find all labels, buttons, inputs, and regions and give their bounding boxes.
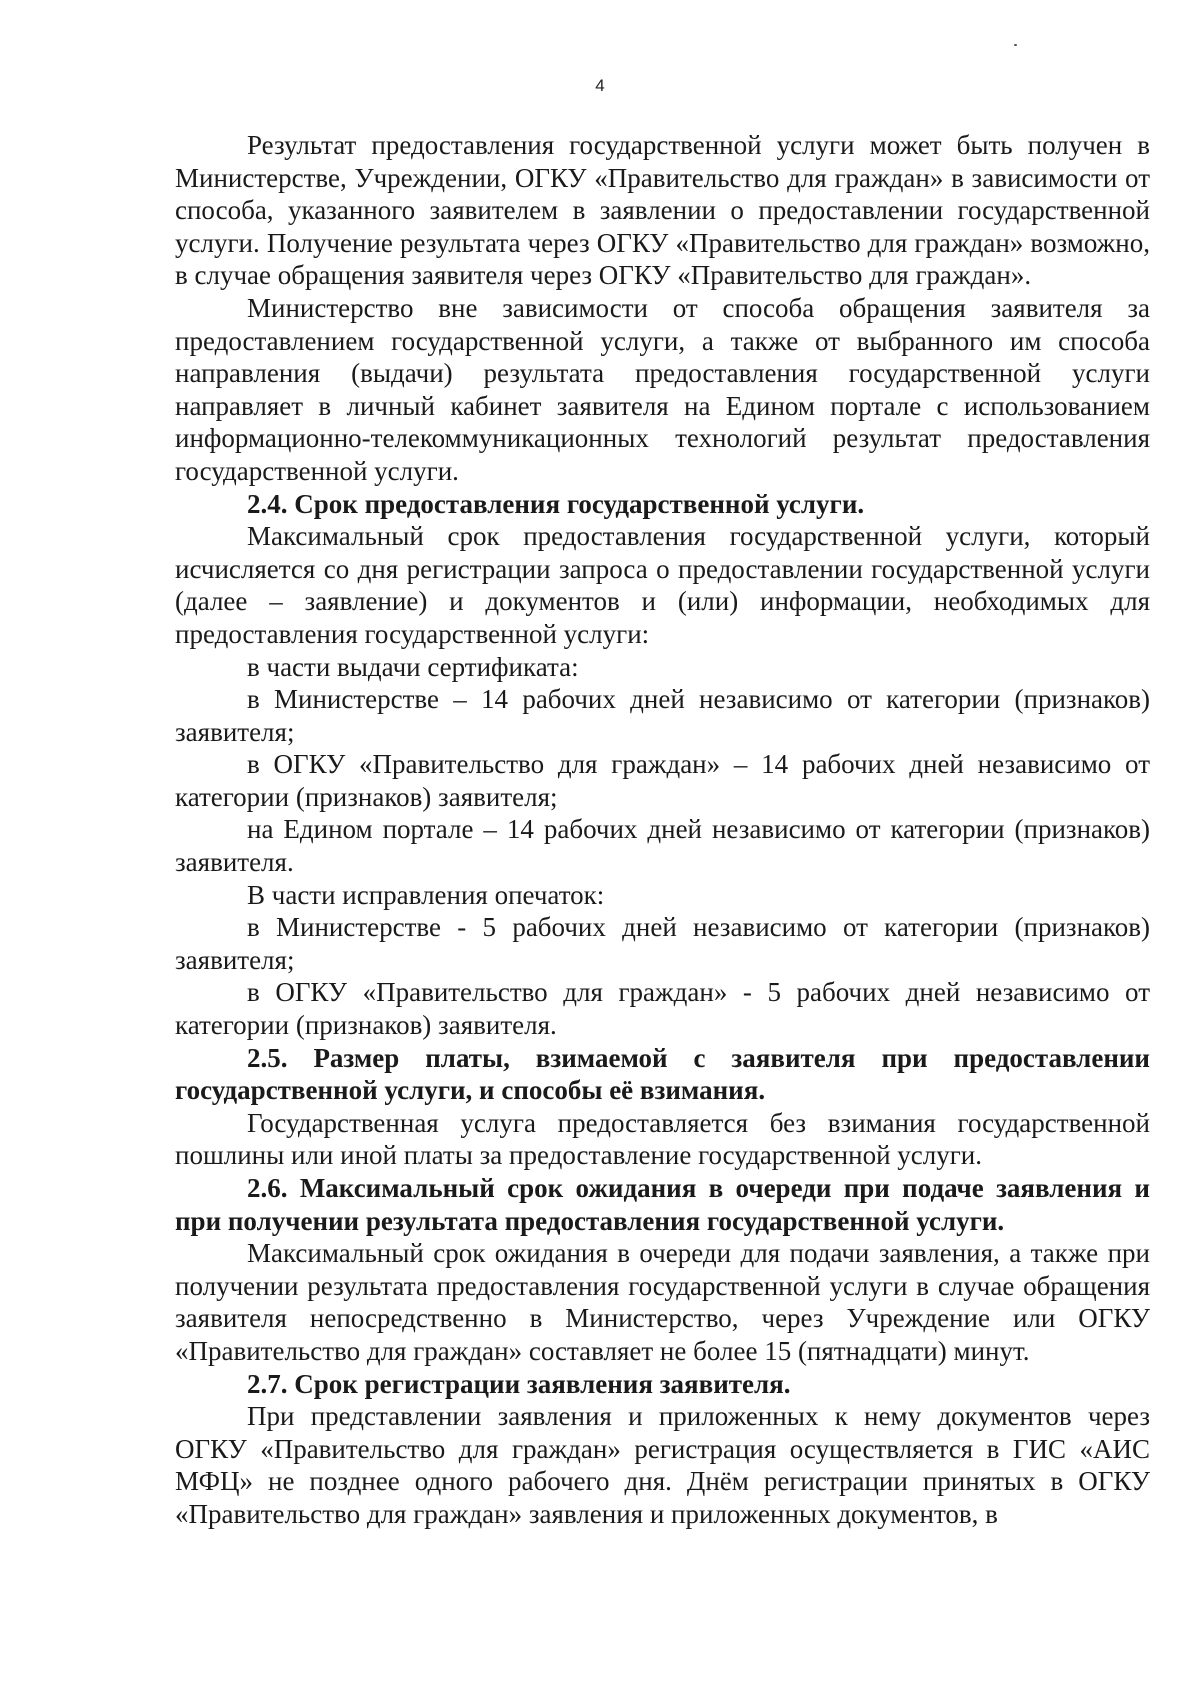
paragraph-ministry-14-days: в Министерстве – 14 рабочих дней независимо от категории (признаков) заявителя; [175, 684, 1150, 747]
section-heading-2-5: 2.5. Размер платы, взимаемой с заявителя при предоставлении государственной услуги, и способы её взимания. [175, 1042, 1150, 1106]
paragraph-ministry-delivery: Министерство вне зависимости от способа обращения заявителя за предоставлением государственной услуги, а также от выбранного им способа направления (выдачи) результата предоставления государственной услуги направляет в личный кабинет заявителя на Едином портале с использованием информационно-телекоммуникационных технологий результат предоставления государственной услуги. [175, 292, 1150, 486]
page-number: 4 [595, 76, 605, 95]
paragraph-certificate-part: в части выдачи сертификата: [247, 651, 579, 682]
paragraph-no-fee: Государственная услуга предоставляется без взимания государственной пошлины или иной платы за предоставление государственной услуги. [175, 1107, 1150, 1171]
paragraph-ministry-5-days: в Министерстве - 5 рабочих дней независимо от категории (признаков) заявителя; [175, 912, 1150, 975]
section-heading-2-6: 2.6. Максимальный срок ожидания в очереди при подаче заявления и при получении результата предоставления государственной услуги. [175, 1173, 1150, 1236]
paragraph-registration-term: При представлении заявления и приложенных к нему документов через ОГКУ «Правительство для граждан» регистрация осуществляется в ГИС «АИС МФЦ» не позднее одного рабочего дня. Днём регистрации принятых в ОГКУ «Правительство для граждан» заявления и приложенных документов, в [175, 1401, 1150, 1529]
paragraph-portal-14-days: на Едином портале – 14 рабочих дней независимо от категории (признаков) заявителя. [175, 814, 1150, 878]
document-body [175, 129, 1150, 1531]
section-heading-2-7: 2.7. Срок регистрации заявления заявителя. [247, 1368, 791, 1399]
paragraph-queue-wait: Максимальный срок ожидания в очереди для подачи заявления, а также при получении результата предоставления государственной услуги в случае обращения заявителя непосредственно в Министерство, через Учреждение или ОГКУ «Правительство для граждан» составляет не более 15 (пятнадцати) минут. [175, 1238, 1150, 1366]
paragraph-max-term: Максимальный срок предоставления государственной услуги, который исчисляется со дня регистрации запроса о предоставлении государственной услуги (далее – заявление) и документов и (или) информации, необходимых для предоставления государственной услуги: [175, 521, 1150, 649]
paragraph-ogku-14-days: в ОГКУ «Правительство для граждан» – 14 рабочих дней независимо от категории (признаков) заявителя; [175, 749, 1150, 812]
paragraph-typo-part: В части исправления опечаток: [247, 879, 605, 910]
paragraph-result-receipt: Результат предоставления государственной услуги может быть получен в Министерстве, Учреждении, ОГКУ «Правительство для граждан» в зависимости от способа, указанного заявителем в заявлении о предоставлении государственной услуги. Получение результата через ОГКУ «Правительство для граждан» возможно, в случае обращения заявителя через ОГКУ «Правительство для граждан». [175, 130, 1150, 291]
scan-speck [1014, 44, 1017, 46]
paragraph-ogku-5-days: в ОГКУ «Правительство для граждан» - 5 рабочих дней независимо от категории (признаков) заявителя. [175, 977, 1150, 1041]
section-heading-2-4: 2.4. Срок предоставления государственной услуги. [247, 488, 865, 519]
